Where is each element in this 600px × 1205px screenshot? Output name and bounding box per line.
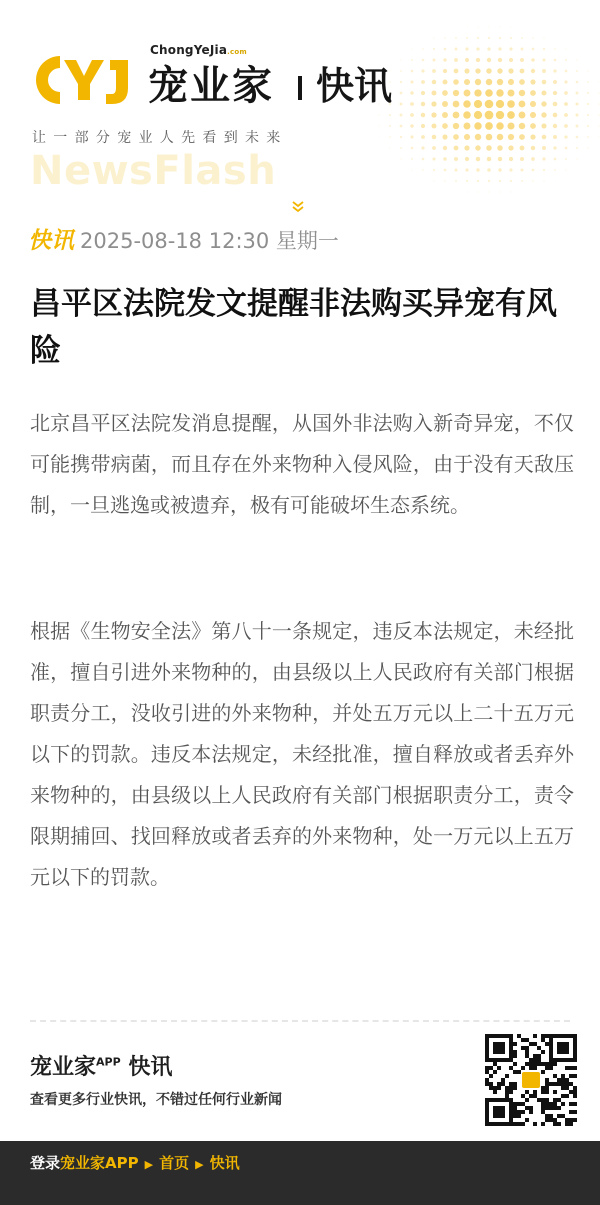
newsflash-link[interactable]: 快讯 [209,1154,240,1172]
slogan: 让一部分宠业人先看到未来 [32,130,288,146]
brand-english-name: ChongYeJia.com [150,43,247,57]
qr-code-icon[interactable] [485,1034,577,1126]
breadcrumb [30,1141,240,1185]
publish-datetime: 2025-08-18 12:30 星期一 [80,229,339,253]
chevron-right-icon: ▶ [144,1158,154,1171]
promo-title: 宠业家$^{APP}$ 快讯 [30,1055,173,1080]
article-paragraph: 根据《生物安全法》第八十一条规定，违反本法规定，未经批准，擅自引进外来物种的，由县级以上人民政府有关部门根据职责分工，没收引进的外来物种，并处五万元以上二十五万元以下的罚款。违反本法规定，未经批准，擅自释放或者丢弃外来物种的，由县级以上人民政府有关部门根据职责分工，责令限期捕回、找回释放或者丢弃的外来物种，处一万元以上五万元以下的罚款。 [30,619,574,889]
chevron-down-icon [290,198,306,214]
bottom-navigation-bar [0,1141,600,1205]
article-paragraph: 北京昌平区法院发消息提醒，从国外非法购入新奇异宠，不仅可能携带病菌，而且存在外来物种入侵风险，由于没有天敌压制，一旦逃逸或被遗弃，极有可能破坏生态系统。 [30,411,574,517]
category-tag: 快讯 [28,228,74,254]
article-title: 昌平区法院发文提醒非法购买异宠有风险 [30,286,557,369]
brand-chinese-name: 宠业家 [148,63,274,109]
dashed-divider [30,1020,570,1022]
home-link[interactable]: 首页 [159,1154,190,1172]
newsflash-watermark: NewsFlash [30,148,277,194]
section-title: 快讯 [316,64,393,108]
promo-subtitle: 查看更多行业快讯，不错过任何行业新闻 [30,1092,282,1108]
halftone-dots-graphic [340,10,600,210]
cyj-logo [30,50,138,110]
chevron-right-icon: ▶ [195,1158,204,1171]
app-link[interactable]: 宠业家APP [60,1154,139,1172]
login-link[interactable]: 登录 [30,1154,61,1172]
brand-divider [298,76,302,100]
article-meta [28,224,339,258]
